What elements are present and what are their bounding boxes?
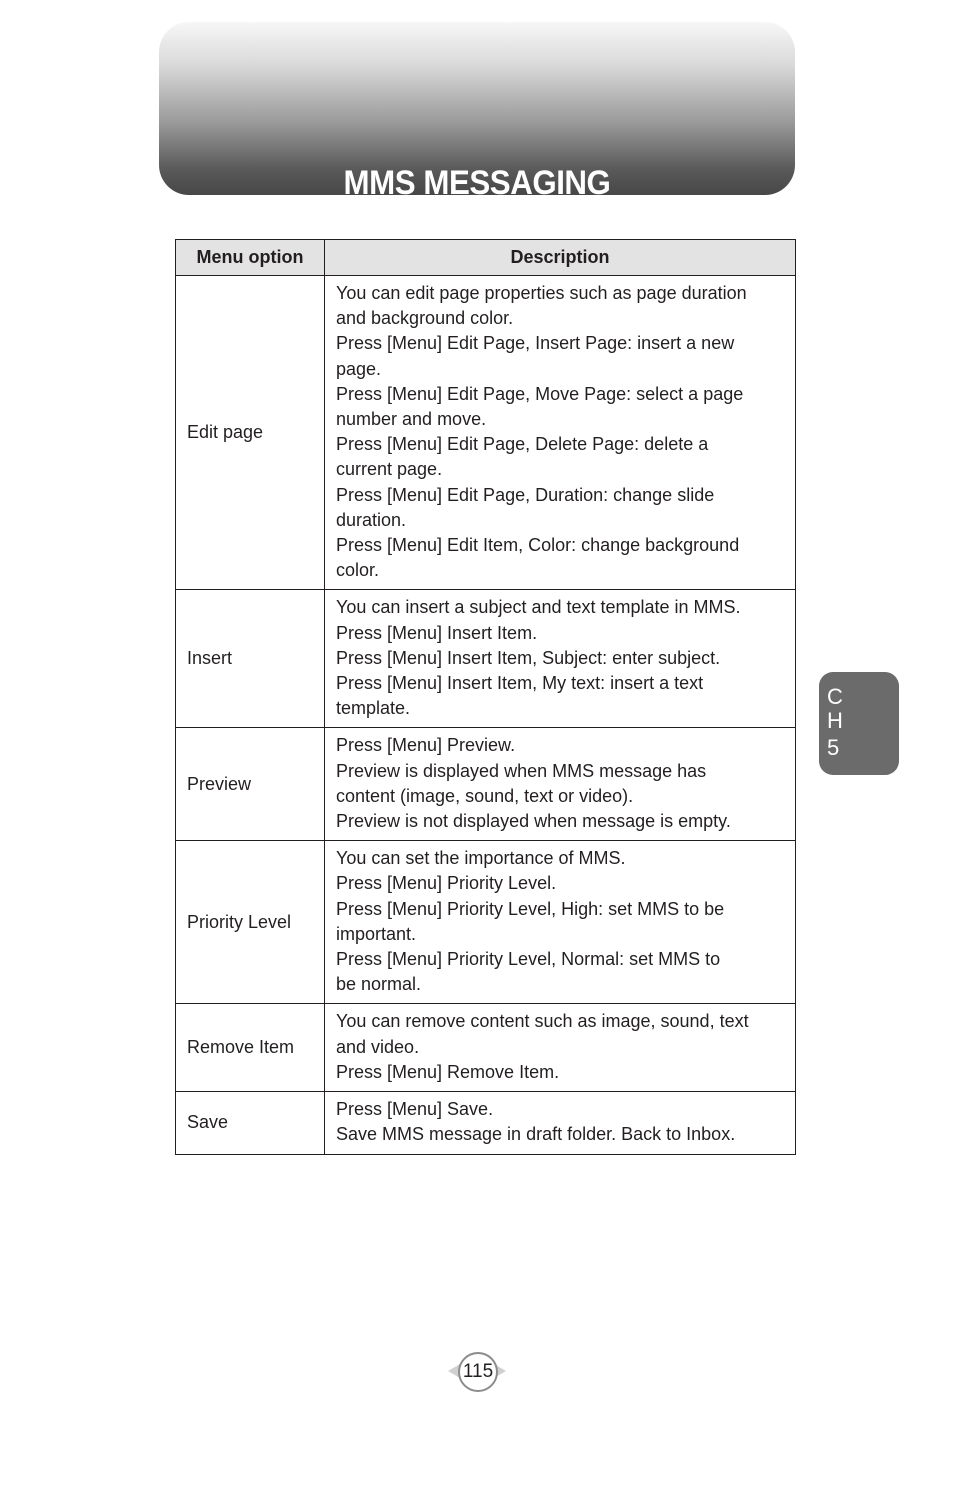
- description-line: Press [Menu] Priority Level.: [336, 873, 557, 894]
- description-line: Preview is not displayed when message is empty.: [336, 811, 731, 832]
- description-cell: [325, 1004, 796, 1092]
- chapter-tab-number: 5: [827, 735, 840, 760]
- description-line: template.: [336, 698, 411, 719]
- description-line: You can set the importance of MMS.: [336, 848, 626, 869]
- description-line: You can edit page properties such as page duration: [336, 283, 747, 303]
- description-line: Press [Menu] Insert Item, Subject: enter subject.: [336, 647, 721, 668]
- header-banner: [159, 22, 795, 202]
- description-line: Press [Menu] Priority Level, Normal: set MMS to: [336, 949, 721, 970]
- description-line: Press [Menu] Edit Item, Color: change background: [336, 535, 740, 556]
- description-line: Save MMS message in draft folder. Back to Inbox.: [336, 1124, 736, 1145]
- description-line: important.: [336, 923, 417, 944]
- description-line: content (image, sound, text or video).: [336, 785, 634, 806]
- description-line: Press [Menu] Preview.: [336, 735, 516, 756]
- description-cell: [325, 590, 796, 728]
- description-line: You can insert a subject and text template in MMS.: [336, 597, 741, 618]
- description-cell: [325, 841, 796, 1004]
- description-line: Press [Menu] Insert Item, My text: insert a text: [336, 673, 704, 694]
- description-cell: [325, 1092, 796, 1154]
- chapter-tab: [819, 672, 899, 775]
- description-line: Press [Menu] Edit Page, Insert Page: insert a new: [336, 333, 735, 354]
- description-line: be normal.: [336, 974, 422, 995]
- menu-option-cell: Edit page: [176, 276, 325, 590]
- table-row: [176, 1092, 796, 1154]
- column-header-description: Description: [325, 240, 796, 276]
- description-line: and video.: [336, 1036, 420, 1057]
- description-line: Press [Menu] Edit Page, Move Page: select a page: [336, 383, 744, 404]
- chapter-tab-letter: C: [827, 684, 843, 709]
- description-line: Press [Menu] Insert Item.: [336, 622, 538, 643]
- menu-option-cell: Preview: [176, 728, 325, 841]
- description-line: duration.: [336, 509, 407, 530]
- table-header-row: [176, 240, 796, 276]
- description-line: Press [Menu] Edit Page, Delete Page: delete a: [336, 434, 709, 455]
- chapter-tab-letter: H: [827, 708, 843, 733]
- description-line: Press [Menu] Remove Item.: [336, 1061, 560, 1082]
- page-number: 115: [458, 1352, 498, 1392]
- description-line: number and move.: [336, 409, 487, 430]
- description-line: page.: [336, 358, 382, 379]
- description-line: and background color.: [336, 308, 514, 329]
- description-line: Press [Menu] Priority Level, High: set MMS to be: [336, 898, 725, 919]
- menu-option-cell: Insert: [176, 590, 325, 728]
- page-number-badge: [446, 1350, 508, 1392]
- table-row: [176, 276, 796, 590]
- description-line: Press [Menu] Edit Page, Duration: change slide: [336, 484, 715, 505]
- table-row: [176, 841, 796, 1004]
- menu-option-cell: Remove Item: [176, 1004, 325, 1092]
- description-line: Preview is displayed when MMS message has: [336, 760, 707, 781]
- menu-options-table: [175, 239, 796, 1155]
- description-line: current page.: [336, 459, 443, 480]
- menu-option-cell: Save: [176, 1092, 325, 1154]
- table-row: [176, 590, 796, 728]
- table-row: [176, 728, 796, 841]
- table-row: [176, 1004, 796, 1092]
- description-cell: [325, 276, 796, 590]
- description-line: You can remove content such as image, sound, text: [336, 1011, 749, 1032]
- description-line: color.: [336, 560, 380, 581]
- page-title: MMS MESSAGING: [343, 164, 611, 202]
- column-header-menu-option: Menu option: [176, 240, 325, 276]
- menu-option-cell: Priority Level: [176, 841, 325, 1004]
- description-line: Press [Menu] Save.: [336, 1099, 494, 1120]
- description-cell: [325, 728, 796, 841]
